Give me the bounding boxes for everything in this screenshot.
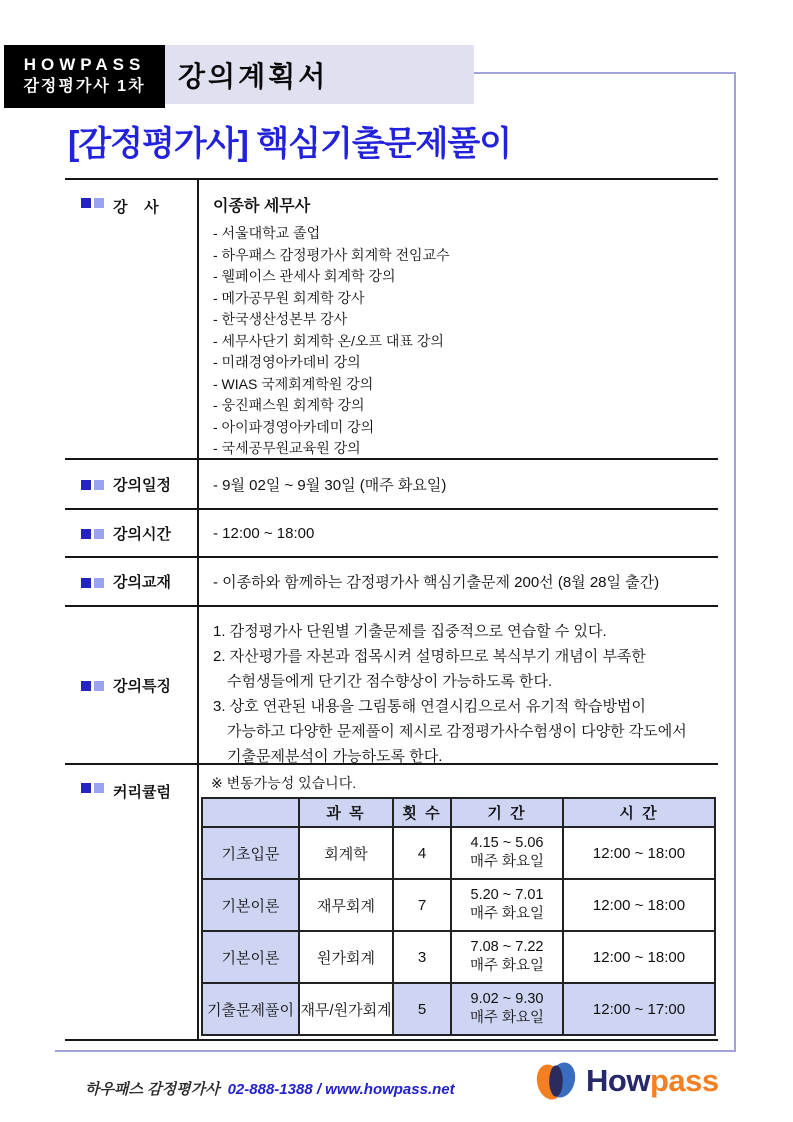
row-features bbox=[65, 607, 718, 765]
cell-time: 12:00 ~ 18:00 bbox=[563, 879, 715, 931]
frame-line-bottom bbox=[55, 1050, 736, 1052]
period-range: 9.02 ~ 9.30 bbox=[470, 991, 544, 1007]
bullet-square-dark-icon bbox=[81, 198, 91, 208]
doc-type-band bbox=[165, 45, 474, 104]
row-curriculum-label bbox=[65, 765, 197, 1039]
bullet-square-dark-icon bbox=[81, 529, 91, 539]
bullet-square-dark-icon bbox=[81, 578, 91, 588]
period-weekday: 매주 화요일 bbox=[469, 906, 545, 922]
cell-time: 12:00 ~ 18:00 bbox=[563, 827, 715, 879]
period-weekday: 매주 화요일 bbox=[469, 854, 545, 870]
row-textbook-content bbox=[197, 558, 718, 605]
row-textbook bbox=[65, 558, 718, 607]
logo-text-pass: pass bbox=[649, 1063, 719, 1098]
bullet-square-light-icon bbox=[94, 681, 104, 691]
bullet-square-dark-icon bbox=[81, 783, 91, 793]
label-text: 강의특징 bbox=[113, 677, 171, 695]
header-cell-count: 횟 수 bbox=[393, 798, 451, 827]
label-text: 강 사 bbox=[113, 199, 159, 216]
howpass-logo-text bbox=[586, 1063, 719, 1099]
curriculum-header-row bbox=[202, 798, 715, 827]
table-row bbox=[202, 879, 715, 931]
instructor-career-list bbox=[213, 223, 718, 460]
cell-period bbox=[451, 931, 563, 983]
bullet-square-light-icon bbox=[94, 578, 104, 588]
period-range: 4.15 ~ 5.06 bbox=[470, 835, 544, 851]
cell-level: 기본이론 bbox=[202, 931, 299, 983]
cell-count: 4 bbox=[393, 827, 451, 879]
period-range: 7.08 ~ 7.22 bbox=[470, 939, 544, 955]
label-text: 강의교재 bbox=[113, 574, 171, 591]
cell-course: 재무회계 bbox=[299, 879, 393, 931]
brand-badge bbox=[4, 45, 165, 108]
header-cell-period: 기 간 bbox=[451, 798, 563, 827]
list-item: - WIAS 국제회계학원 강의 bbox=[213, 375, 374, 392]
row-instructor-label bbox=[65, 180, 197, 458]
cell-period bbox=[451, 879, 563, 931]
howpass-logo bbox=[533, 1058, 719, 1104]
row-features-label bbox=[65, 607, 197, 763]
row-schedule-content bbox=[197, 460, 718, 508]
cell-course: 재무/원가회계 bbox=[299, 983, 393, 1035]
feature-line: 가능하고 다양한 문제풀이 제시로 감정평가사수험생이 다양한 각도에서 bbox=[227, 723, 687, 740]
syllabus-table bbox=[65, 178, 718, 1041]
list-item: - 국세공무원교육원 강의 bbox=[213, 440, 361, 456]
bullet-square-dark-icon bbox=[81, 681, 91, 691]
row-instructor-content bbox=[197, 180, 718, 458]
list-item: - 서울대학교 졸업 bbox=[213, 225, 321, 241]
features-list bbox=[199, 607, 718, 769]
cell-level: 기출문제풀이 bbox=[202, 983, 299, 1035]
feature-line: 수험생들에게 단기간 점수향상이 가능하도록 한다. bbox=[227, 673, 553, 690]
row-time-label bbox=[65, 510, 197, 556]
header-cell-course: 과 목 bbox=[299, 798, 393, 827]
row-schedule-label bbox=[65, 460, 197, 508]
feature-line: 2. 자산평가를 자본과 접목시켜 설명하므로 복식부기 개념이 부족한 bbox=[213, 648, 646, 665]
list-item: - 미래경영아카데비 강의 bbox=[213, 354, 361, 370]
frame-line-right bbox=[734, 72, 736, 1052]
cell-count: 3 bbox=[393, 931, 451, 983]
page-title: [감정평가사] 핵심기출문제풀이 bbox=[68, 125, 512, 163]
row-features-content bbox=[197, 607, 718, 763]
cell-level: 기본이론 bbox=[202, 879, 299, 931]
list-item: - 웰페이스 관세사 회계학 강의 bbox=[213, 268, 396, 284]
feature-line: 1. 감정평가사 단원별 기출문제를 집중적으로 연습할 수 있다. bbox=[213, 623, 607, 640]
period-range: 5.20 ~ 7.01 bbox=[470, 887, 544, 903]
textbook-value: - 이종하와 함께하는 감정평가사 핵심기출문제 200선 (8월 28일 출간) bbox=[213, 574, 660, 591]
footer-company: 하우패스 감정평가사 bbox=[85, 1081, 220, 1098]
curriculum-table bbox=[201, 797, 716, 1036]
cell-course: 원가회계 bbox=[299, 931, 393, 983]
list-item: - 한국생산성본부 강사 bbox=[213, 311, 348, 327]
brand-subtitle: 감정평가사 1차 bbox=[23, 78, 146, 95]
label-text: 강의시간 bbox=[113, 525, 171, 543]
footer-contact-line bbox=[85, 1078, 455, 1099]
curriculum-note: ※ 변동가능성 있습니다. bbox=[211, 775, 357, 791]
brand-name: HOWPASS bbox=[23, 55, 146, 74]
list-item: - 메가공무원 회계학 강사 bbox=[213, 289, 365, 306]
header-cell-time: 시 간 bbox=[563, 798, 715, 827]
row-textbook-label bbox=[65, 558, 197, 605]
row-curriculum bbox=[65, 765, 718, 1041]
table-row bbox=[202, 931, 715, 983]
table-row-highlighted bbox=[202, 983, 715, 1035]
period-weekday: 매주 화요일 bbox=[469, 958, 545, 974]
row-curriculum-content bbox=[197, 765, 718, 1039]
bullet-square-light-icon bbox=[94, 480, 104, 490]
row-time bbox=[65, 510, 718, 558]
cell-period bbox=[451, 827, 563, 879]
bullet-square-light-icon bbox=[94, 783, 104, 793]
list-item: - 세무사단기 회계학 온/오프 대표 강의 bbox=[213, 332, 444, 349]
cell-course: 회계학 bbox=[299, 827, 393, 879]
list-item: - 하우패스 감정평가사 회계학 전임교수 bbox=[213, 246, 450, 263]
instructor-name: 이종하 세무사 bbox=[213, 198, 311, 215]
label-text: 강의일정 bbox=[113, 476, 171, 494]
schedule-value: - 9월 02일 ~ 9월 30일 (매주 화요일) bbox=[213, 476, 447, 494]
footer-phone-url: 02-888-1388 / www.howpass.net bbox=[227, 1081, 455, 1098]
label-text: 커리큘럼 bbox=[113, 784, 171, 801]
bullet-square-dark-icon bbox=[81, 480, 91, 490]
frame-line-top bbox=[474, 72, 736, 74]
bullet-square-light-icon bbox=[94, 529, 104, 539]
header-cell-empty-diagonal bbox=[202, 798, 299, 827]
cell-count: 5 bbox=[393, 983, 451, 1035]
cell-time: 12:00 ~ 18:00 bbox=[563, 931, 715, 983]
bullet-square-light-icon bbox=[94, 198, 104, 208]
cell-period bbox=[451, 983, 563, 1035]
list-item: - 아이파경영아카데미 강의 bbox=[213, 418, 375, 435]
table-row bbox=[202, 827, 715, 879]
row-time-content bbox=[197, 510, 718, 556]
cell-level: 기초입문 bbox=[202, 827, 299, 879]
period-weekday: 매주 화요일 bbox=[469, 1010, 545, 1026]
cell-count: 7 bbox=[393, 879, 451, 931]
logo-text-how: How bbox=[586, 1063, 650, 1098]
list-item: - 웅진패스원 회계학 강의 bbox=[213, 397, 365, 413]
row-instructor bbox=[65, 180, 718, 460]
cell-time: 12:00 ~ 17:00 bbox=[563, 983, 715, 1035]
row-schedule bbox=[65, 460, 718, 510]
doc-type-title: 강의계획서 bbox=[178, 60, 329, 92]
time-value: - 12:00 ~ 18:00 bbox=[213, 524, 315, 542]
howpass-logo-mark-icon bbox=[533, 1058, 579, 1104]
feature-line: 기출문제분석이 가능하도록 한다. bbox=[227, 748, 443, 765]
feature-line: 3. 상호 연관된 내용을 그림통해 연결시킴으로서 유기적 학습방법이 bbox=[213, 698, 646, 715]
